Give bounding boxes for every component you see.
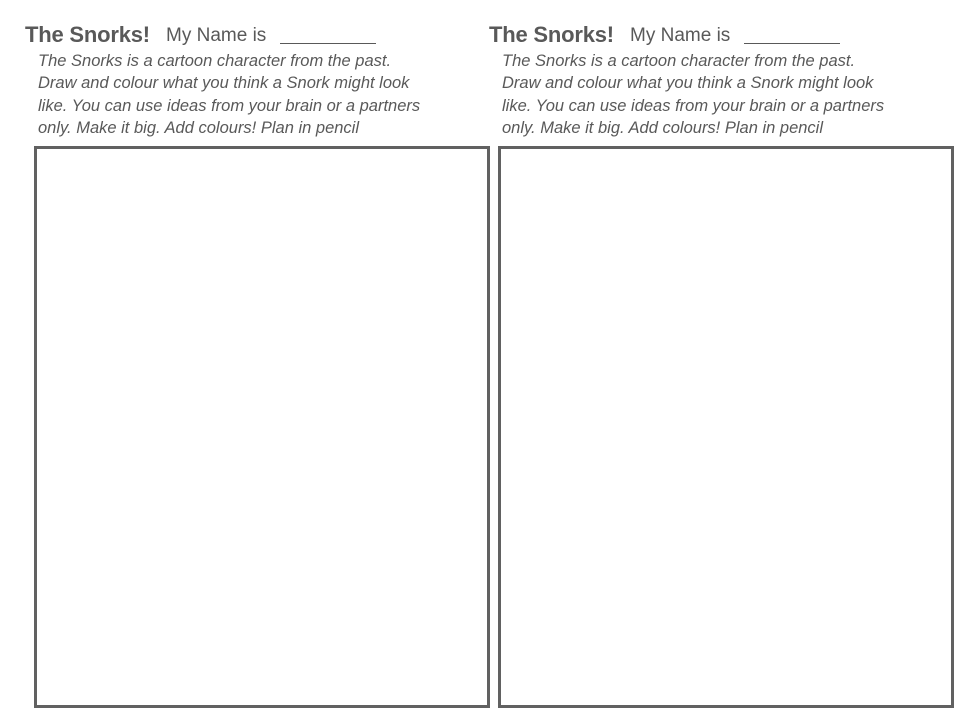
drawing-area[interactable] [498, 146, 954, 708]
name-label: My Name is [630, 25, 731, 46]
instruction-line: Draw and colour what you think a Snork might look [38, 74, 410, 93]
instruction-line: like. You can use ideas from your brain or a partners [502, 96, 885, 115]
instruction-line: like. You can use ideas from your brain or a partners [38, 96, 421, 115]
drawing-area[interactable] [34, 146, 490, 708]
name-label: My Name is [166, 25, 267, 46]
name-blank-line[interactable] [744, 43, 840, 44]
instruction-line: The Snorks is a cartoon character from the past. [38, 52, 392, 70]
instructions-text [502, 50, 942, 139]
worksheet-title: The Snorks! [25, 22, 150, 47]
instruction-line: Draw and colour what you think a Snork might look [502, 74, 874, 93]
worksheet-title: The Snorks! [489, 22, 614, 47]
instructions-text [38, 50, 478, 139]
instruction-line: The Snorks is a cartoon character from the past. [502, 52, 856, 70]
name-blank-line[interactable] [280, 43, 376, 44]
instruction-line: only. Make it big. Add colours! Plan in pencil [502, 118, 824, 137]
instruction-line: only. Make it big. Add colours! Plan in pencil [38, 118, 360, 137]
